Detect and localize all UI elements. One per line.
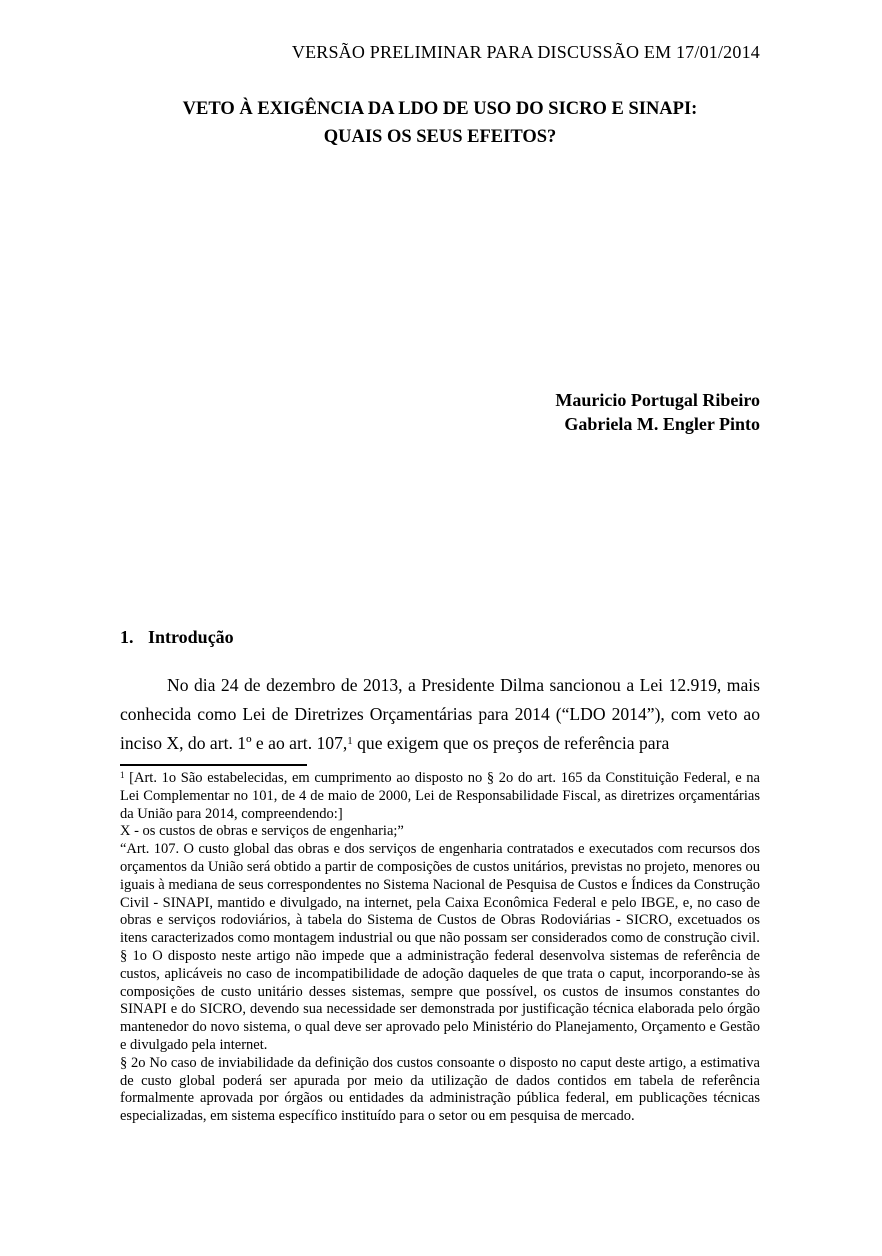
body-text-before-footnote-ref: No dia 24 de dezembro de 2013, a Presidente Dilma sancionou a Lei 12.919, mais conhecida como Lei de Diretrizes Orçamentárias para 2014 (“LDO 2014”), com veto ao inciso X, do art. 1º e ao art. 107, (120, 675, 760, 753)
document-title-line1: VETO À EXIGÊNCIA DA LDO DE USO DO SICRO E SINAPI: (182, 99, 698, 119)
preliminary-version-notice: VERSÃO PRELIMINAR PARA DISCUSSÃO EM 17/01/2014 (291, 42, 760, 62)
document-title-line2: QUAIS OS SEUS EFEITOS? (323, 127, 557, 147)
footnote-paragraph: X - os custos de obras e serviços de engenharia;” (120, 823, 404, 840)
section-title: Introdução (148, 627, 234, 647)
footnote-separator-line (120, 764, 307, 766)
footnote-paragraph: § 1o O disposto neste artigo não impede que a administração federal desenvolva sistemas de referência de custos, aplicáveis no caso de incompatibilidade de adoção daqueles de que trata o caput, incorporando-se às composições de custo unitário desses sistemas, sempre que possível, os custos de insumos constantes do SINAPI e do SICRO, devendo sua necessidade ser demonstrada por justificação técnica elaborada pelo órgão mantenedor do novo sistema, o qual deve ser aprovado pelo Ministério do Planejamento, Orçamento e Gestão e divulgado pela internet. (120, 947, 760, 1053)
footnote-paragraph (120, 770, 760, 823)
body-text-after-footnote-ref: que exigem que os preços de referência para (352, 733, 670, 753)
authors-block (120, 388, 760, 436)
author-name: Mauricio Portugal Ribeiro (555, 390, 760, 410)
footnote-paragraph: “Art. 107. O custo global das obras e dos serviços de engenharia contratados e executados com recursos dos orçamentos da União será obtido a partir de composições de custos unitários, previstas no projeto, menores ou iguais à mediana de seus correspondentes no Sistema Nacional de Pesquisa de Custos e Índices da Construção Civil - SINAPI, mantido e divulgado, na internet, pela Caixa Econômica Federal e pelo IBGE, e, no caso de obras e serviços rodoviários, à tabela do Sistema de Custos de Obras Rodoviárias - SICRO, excetuados os itens caracterizados como montagem industrial ou que não possam ser considerados como de construção civil. (120, 841, 760, 947)
author-name: Gabriela M. Engler Pinto (564, 414, 760, 434)
section-heading-introduction (120, 627, 234, 648)
footnote-paragraph: § 2o No caso de inviabilidade da definição dos custos consoante o disposto no caput deste artigo, a estimativa de custo global poderá ser apurada por meio da utilização de dados contidos em tabela de referência formalmente aprovada por órgãos ou entidades da administração pública federal, em publicações técnicas especializadas, em sistema específico instituído para o setor ou em pesquisa de mercado. (120, 1054, 760, 1125)
footnote-marker: 1 (120, 769, 125, 780)
footnote-reference: 1 (347, 735, 353, 748)
footnote-block (120, 770, 760, 1126)
footnote-text: [Art. 1o São estabelecidas, em cumprimento ao disposto no § 2o do art. 165 da Constituição Federal, e na Lei Complementar no 101, de 4 de maio de 2000, Lei de Responsabilidade Fiscal, as diretrizes orçamentárias da União para 2014, compreendendo:] (120, 770, 760, 822)
body-paragraph (120, 671, 760, 758)
document-title (120, 95, 760, 151)
section-number: 1. (120, 627, 134, 647)
